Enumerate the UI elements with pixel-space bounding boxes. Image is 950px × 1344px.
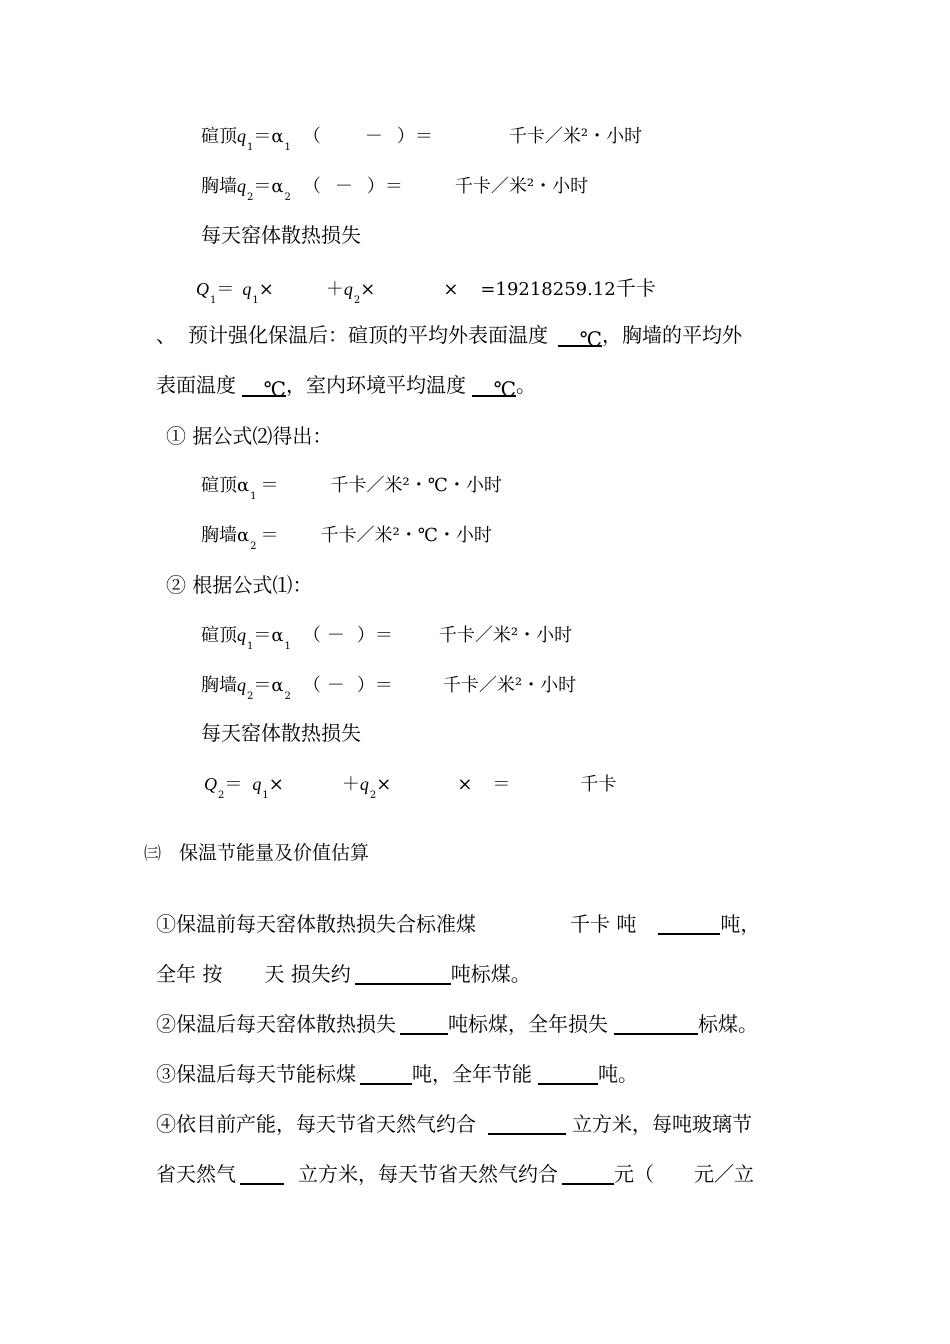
wall-alpha-line xyxy=(201,524,492,559)
sub: 2 xyxy=(218,790,225,801)
times: × xyxy=(268,774,284,795)
sub: 1 xyxy=(210,295,217,306)
q1-total-line xyxy=(196,274,656,313)
eq: ＝ xyxy=(253,625,272,646)
step1-label: ① 据公式⑵得出： xyxy=(166,424,333,448)
eq: ＝ xyxy=(384,176,403,197)
roof-label: 碹顶 xyxy=(201,625,237,646)
q-symbol: q xyxy=(237,675,246,695)
wall-label: 胸墙 xyxy=(201,525,237,546)
sub: 2 xyxy=(247,691,254,702)
unit: 千卡／米²・℃・小时 xyxy=(330,475,502,496)
text: 全年 按 xyxy=(156,962,223,986)
q-symbol: q xyxy=(237,126,246,146)
degc: ℃ xyxy=(493,377,516,401)
sub: 2 xyxy=(353,295,361,306)
unit: 千卡／米²・小时 xyxy=(438,625,573,646)
q-symbol: q xyxy=(359,774,369,794)
eq: ＝ xyxy=(374,675,393,696)
plus: ＋ xyxy=(341,774,360,795)
item4-line2 xyxy=(156,1160,754,1188)
plus: ＋ xyxy=(325,279,344,300)
blank xyxy=(400,1013,448,1035)
q-symbol: q xyxy=(237,625,246,645)
roof-label: 碹顶 xyxy=(201,475,237,496)
wall-heat-flux-line-1 xyxy=(201,174,588,210)
eq: ＝ xyxy=(216,279,235,300)
blank xyxy=(614,1013,698,1035)
wall-label: 胸墙 xyxy=(201,675,237,696)
text: 吨， xyxy=(720,912,761,936)
roof-heat-flux-line-1 xyxy=(201,124,642,160)
q2-total-line xyxy=(204,772,616,808)
text: 千卡 吨 xyxy=(570,912,637,936)
roof-alpha-line xyxy=(201,474,502,509)
Q-symbol: Q xyxy=(196,279,209,299)
sub: 1 xyxy=(284,641,291,652)
wall-heat-flux-line-2 xyxy=(201,673,576,709)
eq: ＝ xyxy=(253,126,272,147)
rp: ） xyxy=(366,176,385,197)
lp: （ xyxy=(302,126,321,147)
eq: ＝ xyxy=(374,625,393,646)
q-symbol: q xyxy=(242,279,252,299)
sub: 1 xyxy=(262,790,269,801)
degc: ℃ xyxy=(579,327,602,351)
text: 吨标煤，全年损失 xyxy=(448,1012,608,1036)
sub: 2 xyxy=(369,790,377,801)
times: × xyxy=(457,774,473,795)
text: ①保温前每天窑体散热损失合标准煤 xyxy=(156,912,476,936)
eq: ＝ xyxy=(414,126,433,147)
text: ②保温后每天窑体散热损失 xyxy=(156,1012,396,1036)
times: × xyxy=(360,279,376,300)
sub: 1 xyxy=(284,142,291,153)
sub: 2 xyxy=(284,691,291,702)
text: 天 损失约 xyxy=(264,962,351,986)
wall-label: 胸墙 xyxy=(201,176,237,197)
sub: 1 xyxy=(247,142,254,153)
eq: ＝ xyxy=(260,525,279,546)
blank xyxy=(355,963,451,985)
lp: （ xyxy=(302,176,321,197)
lp: （ xyxy=(302,675,321,696)
alpha-symbol: α xyxy=(271,126,284,147)
degc: ℃ xyxy=(263,377,286,401)
eq: ＝ xyxy=(253,176,272,197)
minus: － xyxy=(326,675,345,696)
minus: － xyxy=(364,126,383,147)
text: 表面温度 xyxy=(156,373,236,397)
q-symbol: q xyxy=(252,774,262,794)
unit: 千卡／米²・小时 xyxy=(454,176,589,197)
sub: 1 xyxy=(247,641,254,652)
alpha-symbol: α xyxy=(271,176,284,197)
daily-loss-label-1: 每天窑体散热损失 xyxy=(201,223,361,247)
blank xyxy=(538,1063,598,1085)
q1-result: =19218259.12 xyxy=(480,279,616,300)
lp: （ xyxy=(302,625,321,646)
text: ④依目前产能，每天节省天然气约合 xyxy=(156,1112,476,1136)
text: ，室内环境平均温度 xyxy=(286,373,466,397)
wall-temp-blank xyxy=(242,375,286,401)
roof-label: 碹顶 xyxy=(201,126,237,147)
section-number: ㈢ xyxy=(144,844,161,864)
sub: 1 xyxy=(252,295,259,306)
ambient-temp-blank xyxy=(472,375,516,401)
minus: － xyxy=(334,176,353,197)
roof-heat-flux-line-2 xyxy=(201,623,572,659)
daily-loss-label-2: 每天窑体散热损失 xyxy=(201,721,361,745)
blank xyxy=(488,1113,566,1135)
alpha-symbol: α xyxy=(271,625,284,646)
alpha-symbol: α xyxy=(237,475,250,496)
blank xyxy=(360,1063,412,1085)
rp: ） xyxy=(396,126,415,147)
times: × xyxy=(376,774,392,795)
q-symbol: q xyxy=(237,176,246,196)
minus: － xyxy=(326,625,345,646)
item3-line xyxy=(156,1060,638,1088)
unit: 千卡／米²・小时 xyxy=(508,126,643,147)
after-insulation-para-line1 xyxy=(156,321,742,349)
Q-symbol: Q xyxy=(204,774,217,794)
after-insulation-para-line2 xyxy=(156,371,536,399)
item1-line1 xyxy=(156,910,760,938)
text: 元／立 xyxy=(694,1162,754,1186)
text: 立方米，每天节省天然气约合 xyxy=(298,1162,558,1186)
alpha-symbol: α xyxy=(271,675,284,696)
sub: 2 xyxy=(284,192,291,203)
text: 标煤。 xyxy=(698,1012,758,1036)
section3-heading xyxy=(144,841,369,866)
step2-label: ② 根据公式⑴： xyxy=(166,573,313,597)
eq: ＝ xyxy=(253,675,272,696)
text: ③保温后每天节能标煤 xyxy=(156,1062,356,1086)
times: × xyxy=(258,279,274,300)
unit: 千卡／米²・小时 xyxy=(442,675,577,696)
sub: 2 xyxy=(250,541,257,552)
rp: ） xyxy=(356,675,375,696)
blank xyxy=(658,913,720,935)
blank xyxy=(562,1163,614,1185)
item2-line xyxy=(156,1010,758,1038)
section-title: 保温节能量及价值估算 xyxy=(179,842,370,864)
text: 吨，全年节能 xyxy=(412,1062,532,1086)
blank xyxy=(240,1163,284,1185)
kcal: 千卡 xyxy=(580,774,617,795)
text: 立方米，每吨玻璃节 xyxy=(572,1112,752,1136)
text: 吨。 xyxy=(598,1062,638,1086)
text: 省天然气 xyxy=(156,1162,236,1186)
roof-temp-blank xyxy=(558,325,602,351)
item4-line1 xyxy=(156,1110,752,1138)
alpha-symbol: α xyxy=(237,525,250,546)
rp: ） xyxy=(356,625,375,646)
eq: ＝ xyxy=(260,475,279,496)
item1-line2 xyxy=(156,960,531,988)
text: 预计强化保温后：碹顶的平均外表面温度 xyxy=(188,323,548,347)
enum-mark: 、 xyxy=(156,323,176,347)
sub: 2 xyxy=(247,192,254,203)
kcal: 千卡 xyxy=(615,276,656,300)
text: 元（ xyxy=(614,1162,654,1186)
text: 。 xyxy=(516,373,536,397)
eq: ＝ xyxy=(224,774,243,795)
eq: ＝ xyxy=(492,774,511,795)
times: × xyxy=(443,279,459,300)
unit: 千卡／米²・℃・小时 xyxy=(320,525,492,546)
text: ，胸墙的平均外 xyxy=(602,323,742,347)
sub: 1 xyxy=(250,491,257,502)
q-symbol: q xyxy=(343,279,353,299)
text: 吨标煤。 xyxy=(450,962,531,986)
